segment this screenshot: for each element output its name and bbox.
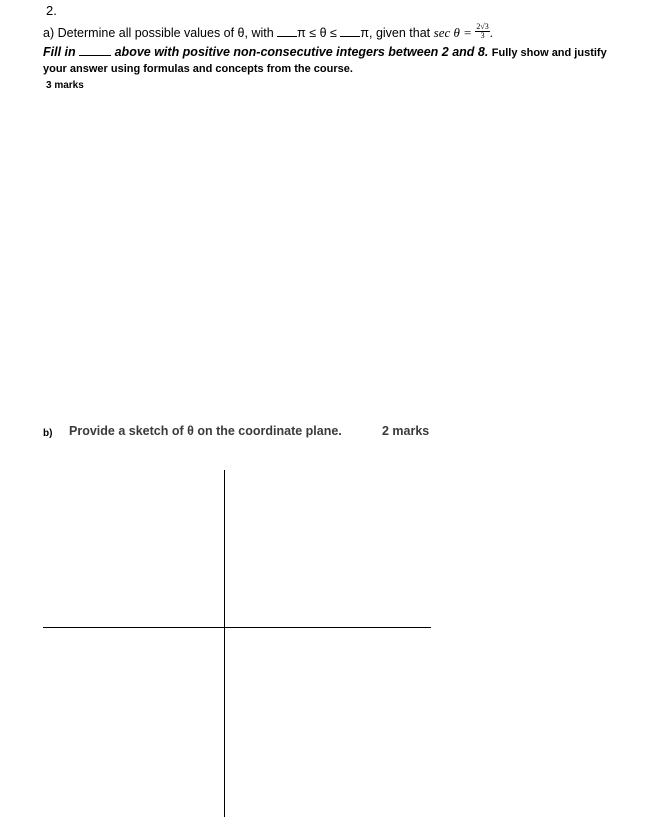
fraction-denominator: 3 [480,31,485,41]
instruction-justify: Fully show and justify [491,47,607,59]
question-number: 2. [46,3,57,18]
part-b-prompt: Provide a sketch of θ on the coordinate plane. [69,424,342,438]
part-a-marks: 3 marks [46,80,84,91]
part-b-label: b) [43,428,53,439]
instruction-line-2: your answer using formulas and concepts from the course. [43,63,353,75]
instruction-fill-in: Fill in [43,45,76,59]
part-a-label: a) [43,26,55,40]
part-b-marks: 2 marks [382,424,430,438]
pi-inequality: π ≤ θ ≤ [297,26,337,40]
fraction-numerator: 2√3 [476,22,489,32]
pi-given: π, given that [360,26,431,40]
sec-expression: sec θ = [433,25,472,40]
part-a-text: Determine all possible values of θ, with [57,26,274,40]
period: . [489,25,494,40]
instruction-integers: above with positive non-consecutive integers between 2 and 8. [114,45,489,59]
